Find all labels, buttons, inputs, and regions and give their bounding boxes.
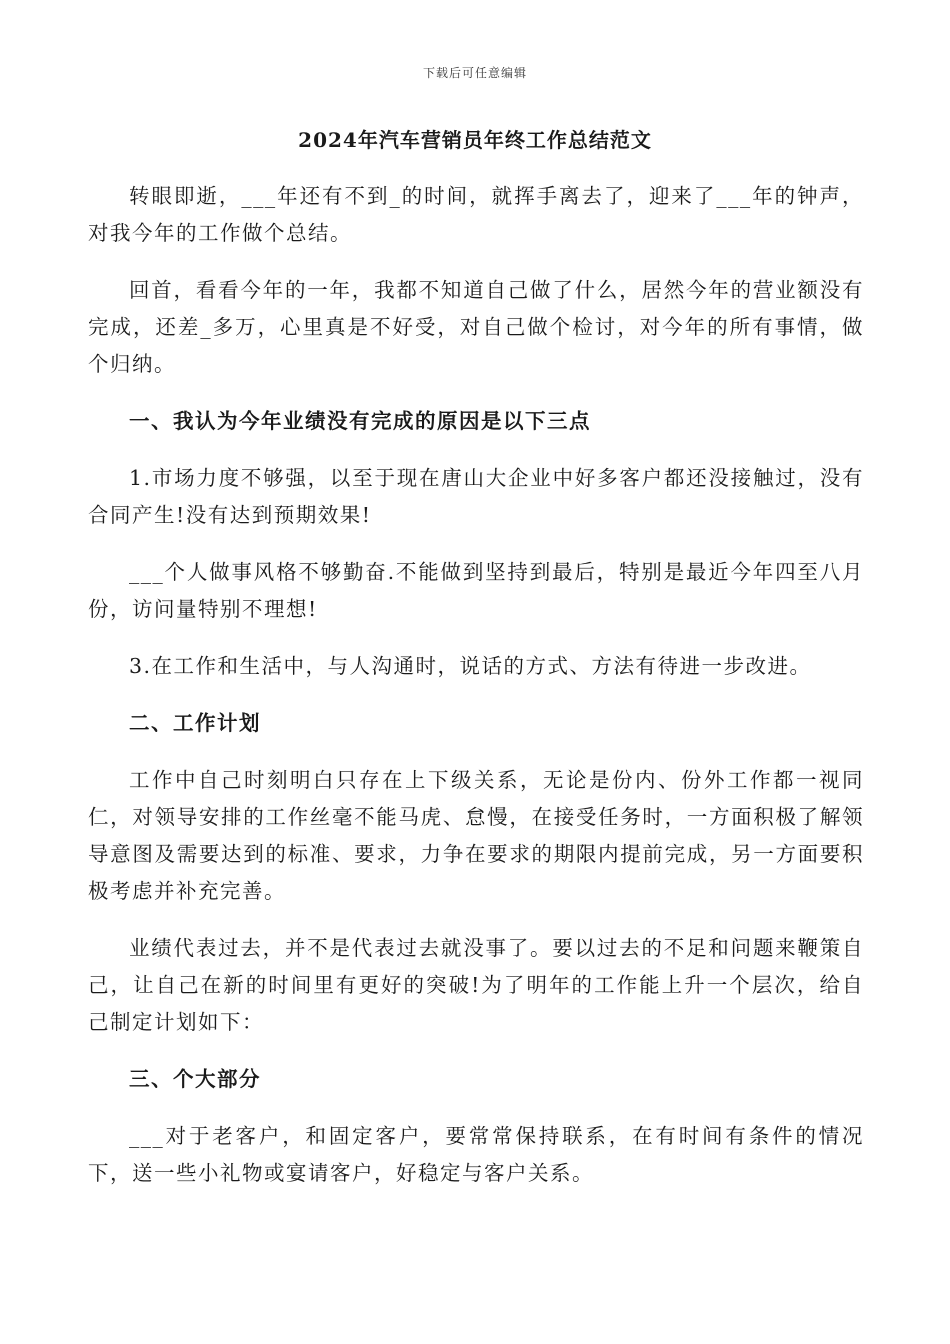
section-heading-1: 一、我认为今年业绩没有完成的原因是以下三点 xyxy=(129,409,591,433)
paragraph-reason-2: ___个人做事风格不够勤奋.不能做到坚持到最后，特别是最近今年四至八月份，访问量特别不理想! xyxy=(88,560,864,621)
document-title: 2024年汽车营销员年终工作总结范文 xyxy=(298,128,652,152)
paragraph-intro: 转眼即逝，___年还有不到_的时间，就挥手离去了，迎来了___年的钟声，对我今年的工作做个总结。 xyxy=(88,184,864,245)
paragraph-customers: ___对于老客户，和固定客户，要常常保持联系，在有时间有条件的情况下，送一些小礼物或宴请客户，好稳定与客户关系。 xyxy=(88,1124,864,1185)
header-note: 下载后可任意编辑 xyxy=(422,66,527,80)
section-heading-3: 三、个大部分 xyxy=(129,1067,261,1091)
paragraph-review: 回首，看看今年的一年，我都不知道自己做了什么，居然今年的营业额没有完成，还差_多万，心里真是不好受，对自己做个检讨，对今年的所有事情，做个归纳。 xyxy=(88,278,864,376)
paragraph-reason-3: 3.在工作和生活中，与人沟通时，说话的方式、方法有待进一步改进。 xyxy=(129,654,812,678)
paragraph-plan-2: 业绩代表过去，并不是代表过去就没事了。要以过去的不足和问题来鞭策自己，让自己在新的时间里有更好的突破!为了明年的工作能上升一个层次，给自己制定计划如下： xyxy=(88,936,864,1034)
section-heading-2: 二、工作计划 xyxy=(129,711,261,735)
paragraph-plan-1: 工作中自己时刻明白只存在上下级关系，无论是份内、份外工作都一视同仁，对领导安排的工作丝毫不能马虎、怠慢，在接受任务时，一方面积极了解领导意图及需要达到的标准、要求，力争在要求的期限内提前完成，另一方面要积极考虑并补充完善。 xyxy=(88,768,864,903)
paragraph-reason-1: 1.市场力度不够强，以至于现在唐山大企业中好多客户都还没接触过，没有合同产生!没有达到预期效果! xyxy=(88,466,864,527)
document-body xyxy=(88,178,864,1212)
